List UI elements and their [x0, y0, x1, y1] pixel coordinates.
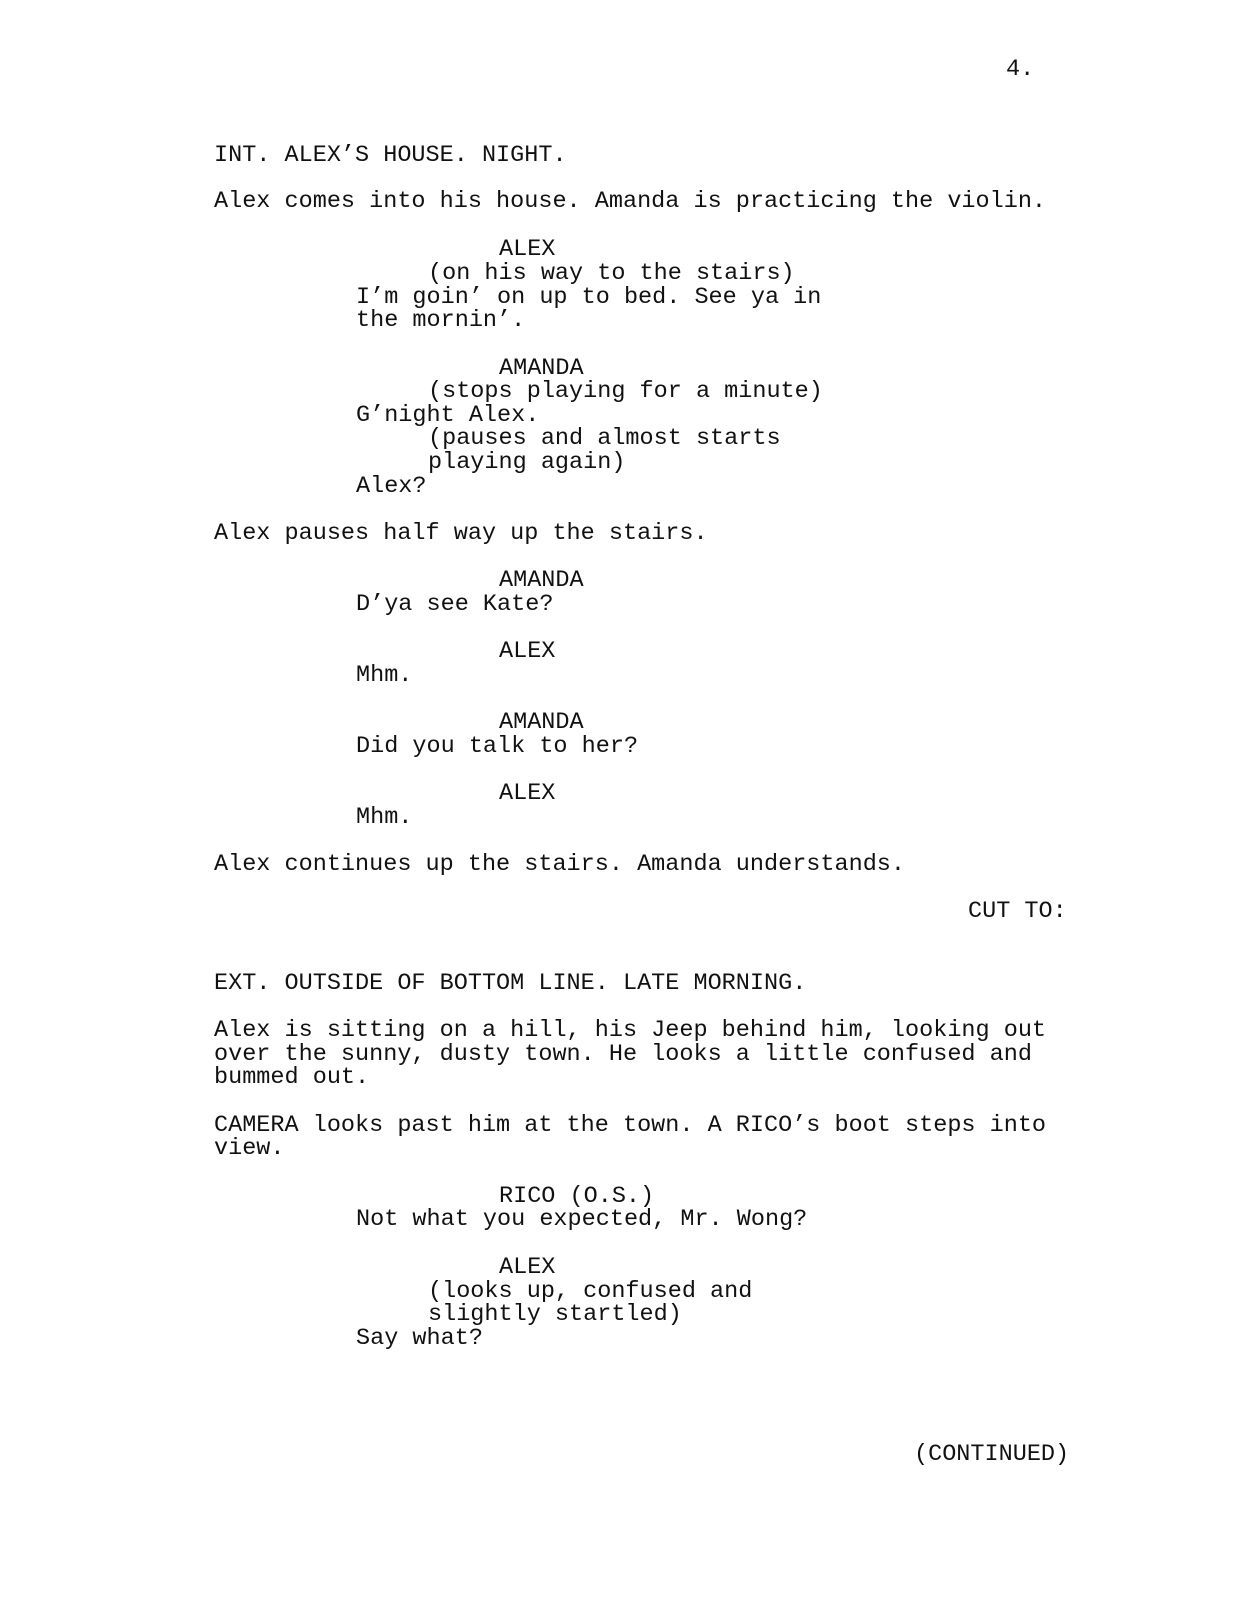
character-cue: ALEX — [499, 638, 556, 665]
dialogue-line: Mhm. — [356, 662, 413, 689]
dialogue-line: D’ya see Kate? — [356, 591, 554, 618]
continued-marker: (CONTINUED) — [914, 1441, 1070, 1468]
character-cue: AMANDA — [499, 567, 584, 594]
dialogue-line: Did you talk to her? — [356, 733, 639, 760]
character-cue: ALEX — [499, 780, 556, 807]
dialogue-line: I’m goin’ on up to bed. See ya in — [356, 284, 822, 311]
dialogue-line: Mhm. — [356, 804, 413, 831]
character-cue: AMANDA — [499, 355, 584, 382]
action-line: over the sunny, dusty town. He looks a little confused and — [214, 1041, 1032, 1068]
parenthetical: (stops playing for a minute) — [428, 378, 823, 405]
dialogue-line: Alex? — [356, 473, 427, 500]
character-cue: AMANDA — [499, 709, 584, 736]
scene-heading: EXT. OUTSIDE OF BOTTOM LINE. LATE MORNING. — [214, 970, 807, 997]
scene-heading: INT. ALEX’S HOUSE. NIGHT. — [214, 142, 567, 169]
dialogue-line: G’night Alex. — [356, 402, 540, 429]
parenthetical: playing again) — [428, 449, 626, 476]
dialogue-line: the mornin’. — [356, 307, 526, 334]
page-number: 4. — [1006, 56, 1035, 83]
action-line: CAMERA looks past him at the town. A RICO’s boot steps into — [214, 1112, 1047, 1139]
action-line: Alex comes into his house. Amanda is practicing the violin. — [214, 188, 1047, 215]
action-line: Alex is sitting on a hill, his Jeep behind him, looking out — [214, 1017, 1047, 1044]
action-line: view. — [214, 1135, 285, 1162]
dialogue-line: Say what? — [356, 1325, 483, 1352]
action-line: Alex pauses half way up the stairs. — [214, 520, 708, 547]
parenthetical: (looks up, confused and — [428, 1278, 753, 1305]
action-line: Alex continues up the stairs. Amanda understands. — [214, 851, 906, 878]
parenthetical: slightly startled) — [428, 1301, 682, 1328]
character-cue: RICO (O.S.) — [499, 1183, 655, 1210]
character-cue: ALEX — [499, 236, 556, 263]
action-line: bummed out. — [214, 1064, 370, 1091]
parenthetical: (pauses and almost starts — [428, 425, 781, 452]
dialogue-line: Not what you expected, Mr. Wong? — [356, 1206, 808, 1233]
transition: CUT TO: — [968, 898, 1067, 925]
character-cue: ALEX — [499, 1254, 556, 1281]
parenthetical: (on his way to the stairs) — [428, 260, 795, 287]
